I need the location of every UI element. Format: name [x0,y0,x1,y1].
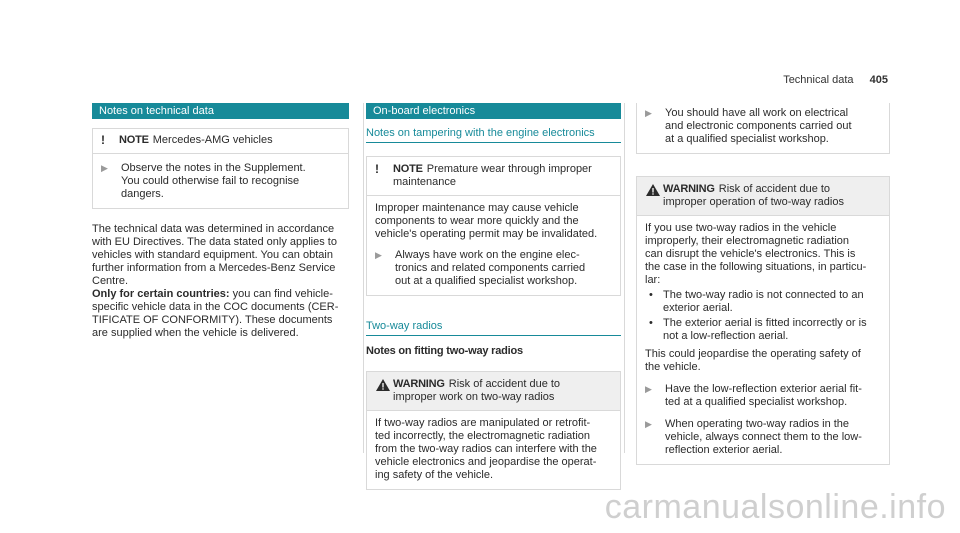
bullet-dot-icon: • [649,289,653,301]
text-line: components to wear more quickly and the [375,215,579,227]
warning-text: improper work on two-way radios [393,391,555,403]
bold-lead: Only for certain countries: [92,288,230,300]
warning-head [637,177,889,215]
note-keyword: NOTE [393,163,423,175]
arrow-right-icon: ▶ [645,108,652,118]
text-line: The technical data was determined in accordance [92,223,335,235]
sub-heading-two-way-radios: Two-way radios [366,320,621,336]
note-text: maintenance [393,176,456,188]
after-paragraph [645,348,881,374]
paragraph-technical-data [92,223,349,340]
text-line: vehicle's operating permit may be invalidated. [375,228,598,240]
section-heading-onboard: On-board electronics [366,103,621,119]
text-line: can disrupt the vehicle's electronics. This is [645,248,856,260]
text-line: specific vehicle data in the COC documents (CER- [92,301,339,313]
instruction-step [645,107,881,146]
header-label: Technical data [783,74,854,86]
text-line: vehicle electronics and jeopardise the operat- [375,456,597,468]
text-line: the vehicle. [645,361,701,373]
warning-triangle-icon [645,183,663,209]
step-line: out at a qualified specialist workshop. [395,275,578,287]
text-run: you can find vehicle- [229,288,333,300]
continued-body [637,103,889,153]
instruction-step [645,383,881,409]
note-body [93,154,348,208]
warning-head [367,372,620,410]
bullet-dot-icon: • [649,317,653,329]
text-line: Centre. [92,275,129,287]
running-header [783,74,888,86]
continued-step-box [636,103,890,154]
text-line: the case in the following situations, in particu- [645,261,867,273]
step-line: Always have work on the engine elec- [395,249,580,261]
exclamation-icon: ! [375,162,379,176]
step-line: Have the low-reflection exterior aerial fit- [665,383,862,395]
text-line: This could jeopardise the operating safety of [645,348,861,360]
bullet-line: exterior aerial. [663,302,733,314]
column-1 [92,103,349,340]
column-divider [363,103,364,453]
step-line: dangers. [121,188,164,200]
text-line: lar: [645,274,661,286]
warning-text: Risk of accident due to [718,183,831,195]
arrow-right-icon: ▶ [101,163,108,173]
arrow-right-icon: ▶ [645,419,652,429]
note-body [367,196,620,295]
step-line: and electronic components carried out [665,120,852,132]
sub-sub-heading-fitting: Notes on fitting two-way radios [366,345,523,357]
step-line: Observe the notes in the Supplement. [121,162,306,174]
bullet-line: The exterior aerial is fitted incorrectly or is [663,317,867,329]
warning-keyword: WARNING [393,378,445,390]
step-line: vehicle, always connect them to the low- [665,431,862,443]
text-line: If you use two-way radios in the vehicle [645,222,837,234]
instruction-step [101,162,340,201]
section-heading-technical-notes: Notes on technical data [92,103,349,119]
arrow-right-icon: ▶ [375,250,382,260]
text-line: vehicles with standard equipment. You can obtain [92,249,333,261]
note-keyword: NOTE [119,134,149,146]
bullet-line: The two-way radio is not connected to an [663,289,864,301]
note-text: Mercedes-AMG vehicles [152,134,273,146]
sub-heading-tampering: Notes on tampering with the engine electronics [366,127,621,143]
step-line: You should have all work on electrical [665,107,849,119]
warning-text: Risk of accident due to [448,378,561,390]
note-head [367,157,620,195]
page-number: 405 [869,74,888,86]
warning-body [637,216,889,464]
warning-text: improper operation of two-way radios [663,196,844,208]
step-line: ted at a qualified specialist workshop. [665,396,848,408]
note-head [93,129,348,153]
exclamation-icon: ! [101,133,105,147]
note-box-amg [92,128,349,209]
arrow-right-icon: ▶ [645,384,652,394]
step-line: When operating two-way radios in the [665,418,850,430]
warning-box-operation [636,176,890,465]
warning-body [367,411,620,489]
watermark: carmanualsonline.info [604,488,946,526]
text-line: with EU Directives. The data stated only applies to [92,236,337,248]
instruction-step [645,418,881,457]
bullet-line: not a low-reflection aerial. [663,330,789,342]
bullet-item [645,289,881,315]
text-line: improperly, their electromagnetic radiation [645,235,849,247]
text-line: Improper maintenance may cause vehicle [375,202,579,214]
note-box-maintenance [366,156,621,296]
warning-triangle-icon [375,378,393,404]
text-line: ted incorrectly, the electromagnetic radiation [375,430,591,442]
text-line: TIFICATE OF CONFORMITY). These documents [92,314,333,326]
step-line: reflection exterior aerial. [665,444,783,456]
text-line: from the two-way radios can interfere with the [375,443,597,455]
note-text: Premature wear through improper [426,163,592,175]
instruction-step [375,249,612,288]
text-line [92,288,349,301]
column-divider [624,103,625,453]
text-line: are supplied when the vehicle is delivered. [92,327,299,339]
step-line: tronics and related components carried [395,262,586,274]
text-line: If two-way radios are manipulated or retrofit- [375,417,591,429]
column-3 [636,103,890,465]
bullet-item [645,317,881,343]
step-line: You could otherwise fail to recognise [121,175,300,187]
warning-keyword: WARNING [663,183,715,195]
warning-box-fitting [366,371,621,490]
column-2 [366,103,621,490]
step-line: at a qualified specialist workshop. [665,133,829,145]
text-line: ing safety of the vehicle. [375,469,494,481]
text-line: further information from a Mercedes-Benz Service [92,262,336,274]
